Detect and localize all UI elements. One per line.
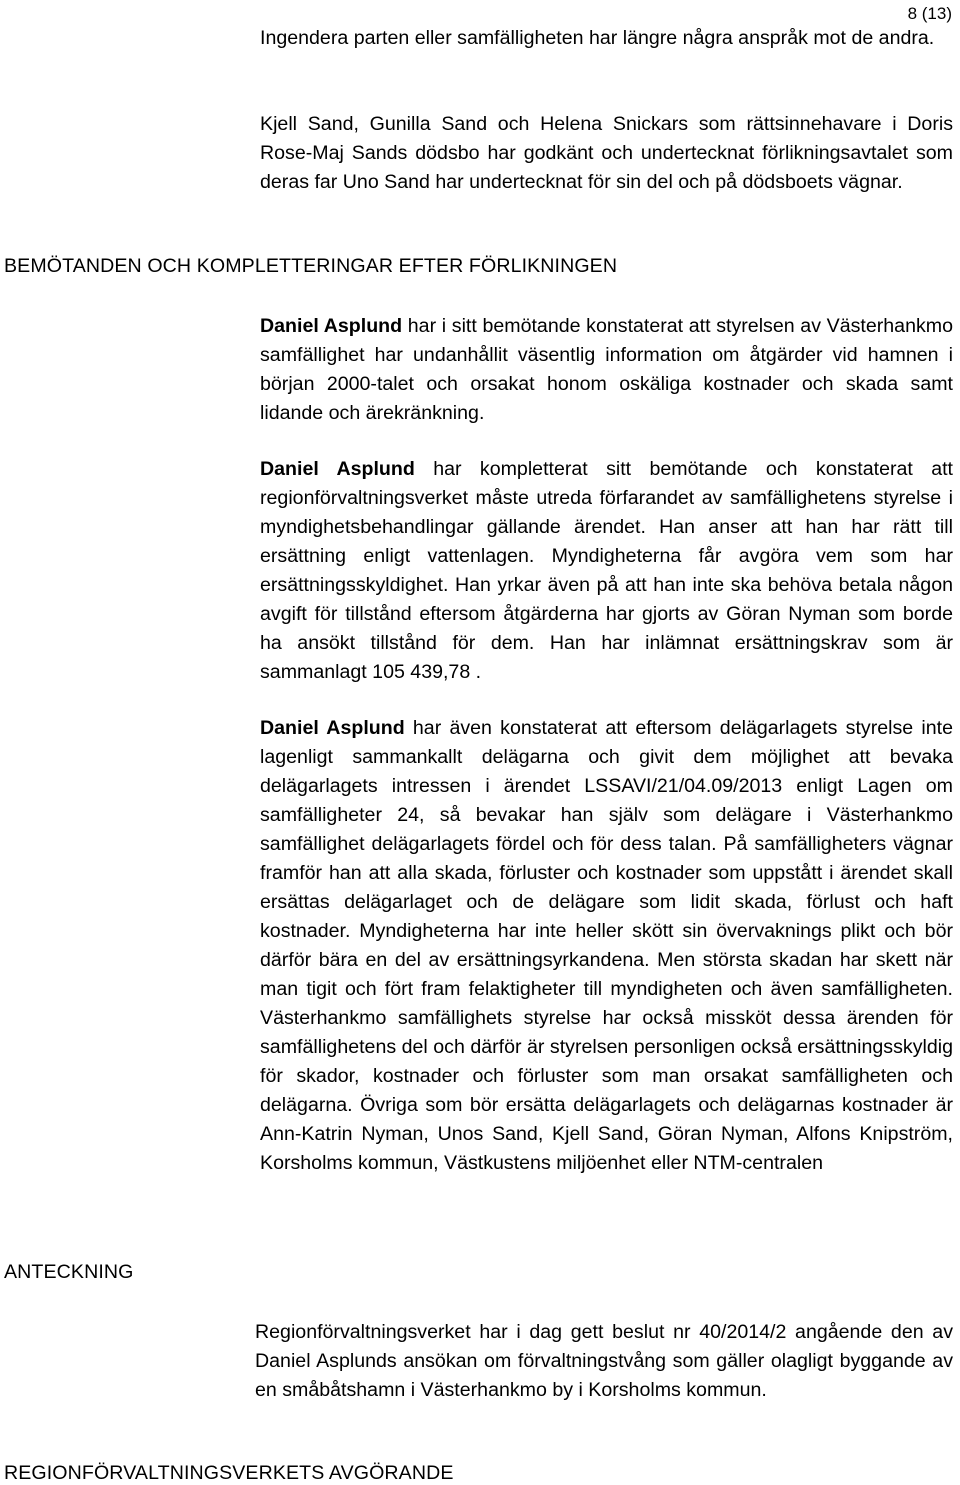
statement-text: har i sitt bemötande konstaterat att styrelsen av Västerhankmo samfällighet har undanhållit väsentlig information om åtgärder vid hamnen i början 2000-talet och orsakat honom oskäliga kostnader och skada samt lidande och ärekränkning. — [260, 315, 953, 424]
statement-paragraph — [260, 455, 953, 687]
statement-paragraph — [260, 312, 953, 428]
intro-paragraph: Kjell Sand, Gunilla Sand och Helena Snickars som rättsinnehavare i Doris Rose-Maj Sands dödsbo har godkänt och undertecknat förlikningsavtalet som deras far Uno Sand har undertecknat för sin del och på dödsboets vägnar. — [260, 113, 953, 193]
statement-text: har även konstaterat att eftersom delägarlagets styrelse inte lagenligt sammankallt delägarna och givit dem möjlighet att bevaka delägarlagets intressen i ärendet LSSAVI/21/04.09/2013 enligt Lagen om samfälligheter 24, så bevakar han själv som delägare i Västerhankmo samfällighet delägarlagets fördel och för dess talan. På samfälligheters vägnar framför han att alla skada, förluster och kostnader som uppstått i ärendet skall ersättas delägarlaget och de delägare som lidit skada, förlust och haft kostnader. Myndigheterna har inte heller skött sin övervaknings plikt och bör därför bära en del av ersättningsyrkandena. Men största skadan har skett när man tigit och fört fram felaktigheter till myndigheten och även samfälligheten. Västerhankmo samfällighets styrelse har också missköt dessa ärenden för samfällighetens del och därför är styrelsen personligen också ersättningsskyldig för skador, kostnader och förluster som man orsakat samfälligheten och delägarna. Övriga som bör ersätta delägarlagets och delägarnas kostnader är Ann-Katrin Nyman, Unos Sand, Kjell Sand, Göran Nyman, Alfons Knipström, Korsholms kommun, Västkustens miljöenhet eller NTM-centralen — [260, 717, 953, 1174]
section-heading-anteckning: ANTECKNING — [4, 1261, 134, 1283]
section-heading-bemotanden: BEMÖTANDEN OCH KOMPLETTERINGAR EFTER FÖRLIKNINGEN — [4, 255, 618, 277]
anteckning-paragraph: Regionförvaltningsverket har i dag gett beslut nr 40/2014/2 angående den av Daniel Asplunds ansökan om förvaltningstvång som gäller olagligt byggande av en småbåtshamn i Västerhankmo by i Korsholms kommun. — [255, 1321, 953, 1401]
person-name: Daniel Asplund — [260, 717, 405, 739]
statement-paragraph — [260, 714, 953, 1178]
person-name: Daniel Asplund — [260, 315, 403, 337]
intro-paragraph: Ingendera parten eller samfälligheten har längre några anspråk mot de andra. — [260, 27, 935, 49]
page-number: 8 (13) — [907, 4, 952, 23]
statement-text: har kompletterat sitt bemötande och konstaterat att regionförvaltningsverket måste utreda förfarandet av samfällighetens styrelse i myndighetsbehandlingar gällande ärendet. Han anser att han har rätt till ersättning enligt vattenlagen. Myndigheterna får avgöra vem som har ersättningsskyldighet. Han yrkar även på att han inte ska behöva betala någon avgift för tillstånd eftersom åtgärderna har gjorts av Göran Nyman som borde ha ansökt tillstånd för dem. Han har inlämnat ersättningskrav som är sammanlagt 105 439,78 . — [260, 458, 953, 683]
person-name: Daniel Asplund — [260, 458, 415, 480]
section-heading-avgorande: REGIONFÖRVALTNINGSVERKETS AVGÖRANDE — [4, 1462, 454, 1484]
